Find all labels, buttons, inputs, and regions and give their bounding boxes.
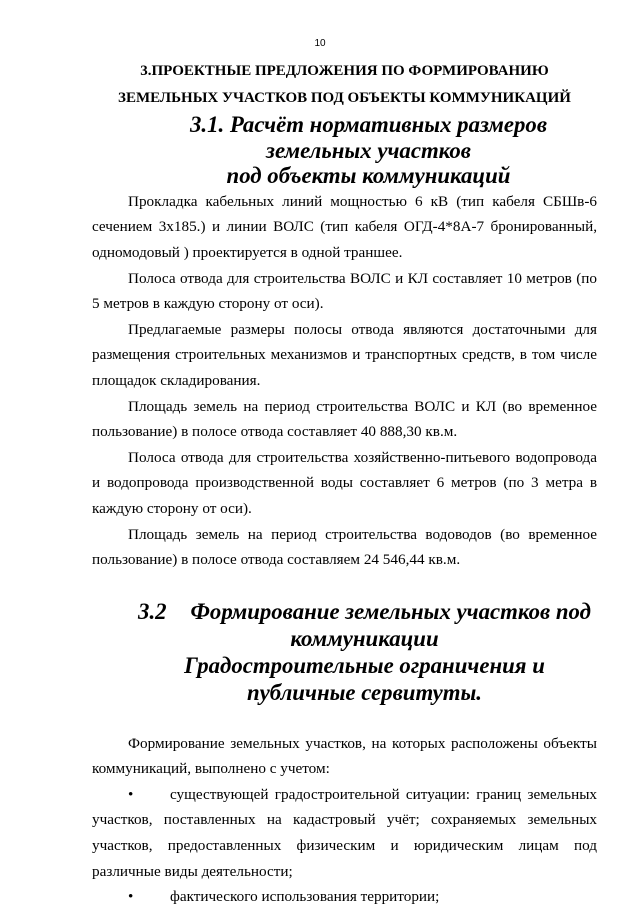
spacer [92, 573, 597, 598]
paragraph-right-of-way-width: Полоса отвода для строительства ВОЛС и КЛ составляет 10 метров (по 5 метров в каждую сторону от оси). [92, 269, 597, 313]
page-number: 10 [314, 38, 326, 49]
subsection-heading-3-1-line-1: 3.1. Расчёт нормативных размеров земельных участков [189, 112, 548, 163]
spacer [92, 706, 597, 731]
section-heading-3-line-1: 3.ПРОЕКТНЫЕ ПРЕДЛОЖЕНИЯ ПО ФОРМИРОВАНИЮ [140, 63, 549, 79]
list-item-text: существующей градостроительной ситуации: границ земельных участков, поставленных на кадастровый учёт; сохраняемых земельных участков, предоставленных физическим и юридическим лицам под различные виды деятельности; [92, 785, 597, 880]
paragraph-water-pipeline-width: Полоса отвода для строительства хозяйственно-питьевого водопровода и водопровода производственной воды составляет 6 метров (по 3 метра в каждую сторону от оси). [92, 448, 597, 517]
list-item [92, 884, 597, 910]
paragraph-area-water-pipelines: Площадь земель на период строительства водоводов (во временное пользование) в полосе отвода составляем 24 546,44 кв.м. [92, 525, 597, 569]
list-item-text: фактического использования территории; [170, 888, 440, 906]
subsection-heading-3-2-title: Формирование земельных участков под коммуникации [190, 598, 591, 651]
section-heading-3-line-2: ЗЕМЕЛЬНЫХ УЧАСТКОВ ПОД ОБЪЕКТЫ КОММУНИКАЦИЙ [118, 90, 571, 106]
paragraph-formation-intro: Формирование земельных участков, на которых расположены объекты коммуникаций, выполнено с учетом: [92, 734, 597, 778]
paragraph-cable-laying: Прокладка кабельных линий мощностью 6 кВ (тип кабеля СБШв-6 сечением 3х185.) и линии ВОЛС (тип кабеля ОГД-4*8А-7 бронированный, одномодовый ) проектируется в одной траншее. [92, 192, 597, 261]
list-item [92, 782, 597, 884]
bullet-icon: • [128, 888, 134, 906]
paragraph-area-fiber-cable: Площадь земель на период строительства ВОЛС и КЛ (во временное пользование) в полосе отвода составляет 40 888,30 кв.м. [92, 397, 597, 441]
subsection-heading-3-2 [92, 598, 597, 706]
subsection-heading-3-1-line-2: под объекты коммуникаций [226, 163, 511, 189]
page-content [92, 58, 597, 910]
bullet-icon: • [128, 785, 134, 803]
subsection-heading-3-2-line-2: Градостроительные ограничения и публичные сервитуты. [184, 652, 545, 705]
paragraph-right-of-way-sufficiency: Предлагаемые размеры полосы отвода являются достаточными для размещения строительных механизмов и транспортных средств, в том числе площадок складирования. [92, 320, 597, 389]
section-heading-3 [92, 58, 597, 112]
subsection-heading-3-1 [92, 112, 597, 189]
subsection-number: 3.2 [138, 598, 167, 624]
criteria-list [92, 782, 597, 910]
subsection-heading-3-2-line-1 [132, 598, 597, 652]
